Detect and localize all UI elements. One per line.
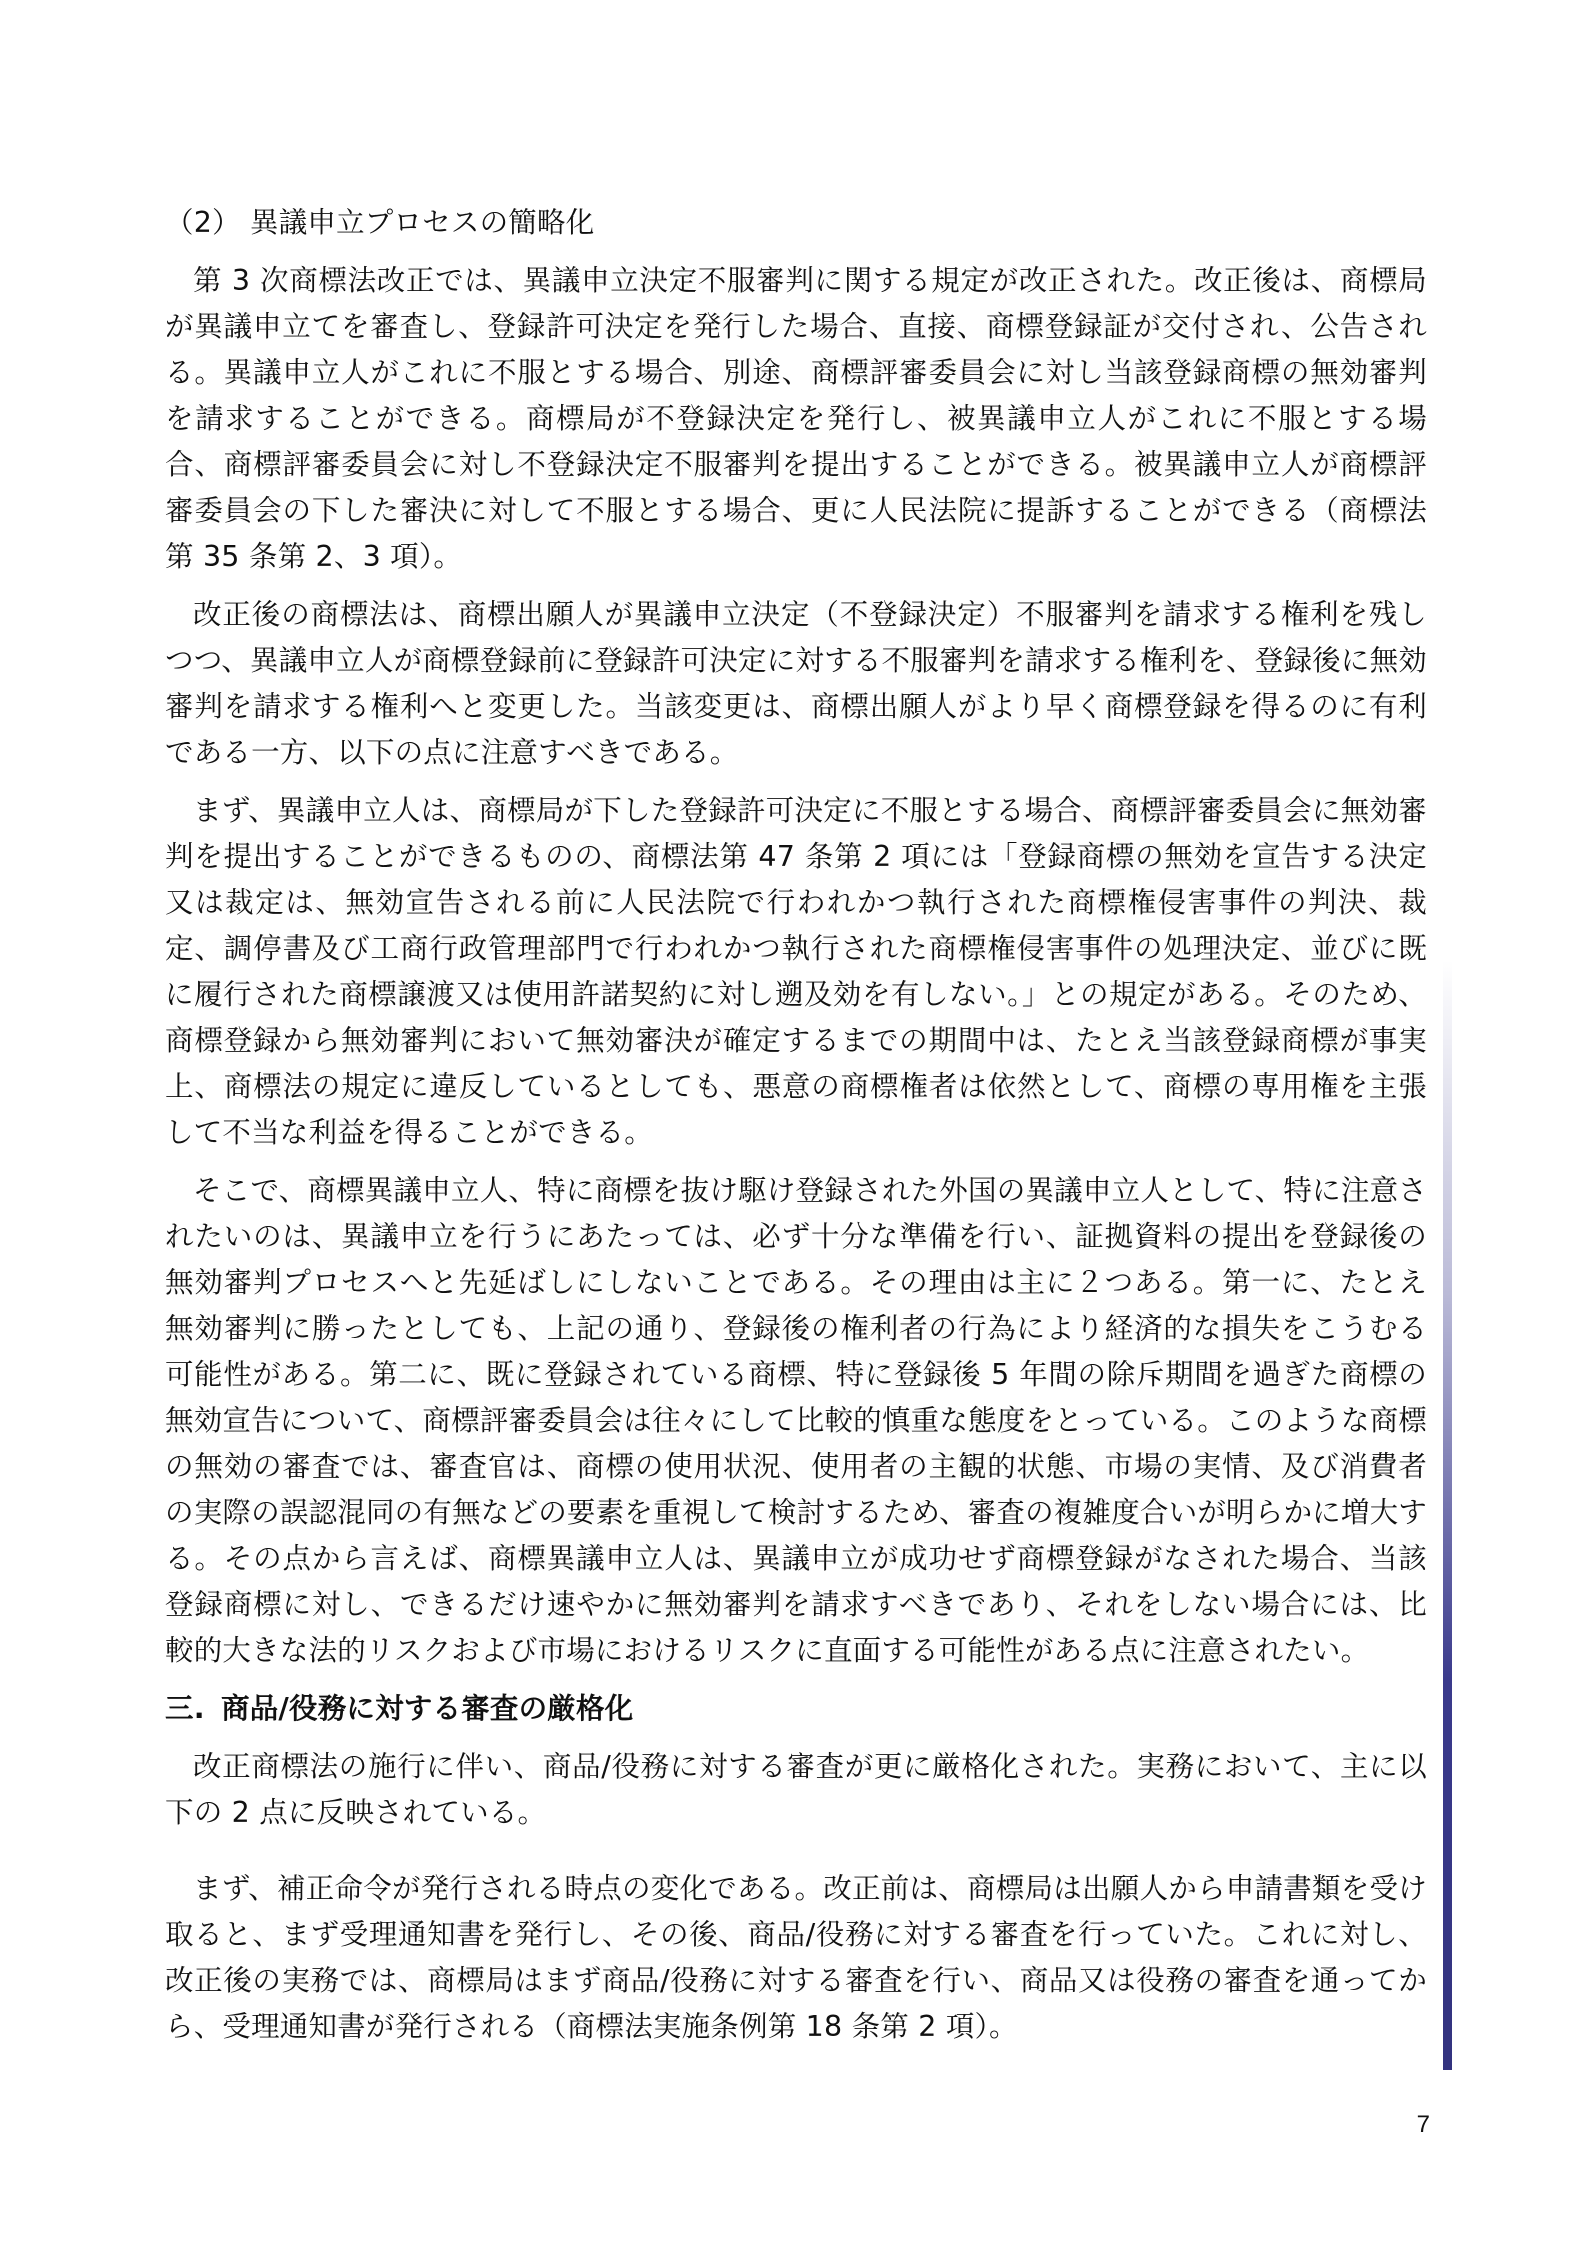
section-title: 商品/役務に対する審査の厳格化	[221, 1692, 634, 1725]
paragraph: 改正商標法の施行に伴い、商品/役務に対する審査が更に厳格化された。実務において、主に以下の 2 点に反映されている。	[165, 1750, 1427, 1829]
sub-heading: （2） 異議申立プロセスの簡略化	[165, 206, 595, 239]
paragraph: 第 3 次商標法改正では、異議申立決定不服審判に関する規定が改正された。改正後は、商標局が異議申立てを審査し、登録許可決定を発行した場合、直接、商標登録証が交付され、公告される。異議申立人がこれに不服とする場合、別途、商標評審委員会に対し当該登録商標の無効審判を請求することができる。商標局が不登録決定を発行し、被異議申立人がこれに不服とする場合、商標評審委員会に対し不登録決定不服審判を提出することができる。被異議申立人が商標評審委員会の下した審決に対して不服とする場合、更に人民法院に提訴することができる（商標法第 35 条第 2、3 項）。	[165, 264, 1427, 573]
decorative-side-bar	[1443, 960, 1452, 2070]
paragraph: まず、補正命令が発行される時点の変化である。改正前は、商標局は出願人から申請書類を受け取ると、まず受理通知書を発行し、その後、商品/役務に対する審査を行っていた。これに対し、改正後の実務では、商標局はまず商品/役務に対する審査を行い、商品又は役務の審査を通ってから、受理通知書が発行される（商標法実施条例第 18 条第 2 項）。	[165, 1872, 1427, 2043]
paragraph: 改正後の商標法は、商標出願人が異議申立決定（不登録決定）不服審判を請求する権利を残しつつ、異議申立人が商標登録前に登録許可決定に対する不服審判を請求する権利を、登録後に無効審判を請求する権利へと変更した。当該変更は、商標出願人がより早く商標登録を得るのに有利である一方、以下の点に注意すべきである。	[165, 598, 1427, 769]
section-heading	[165, 1686, 1427, 1732]
page-number: 7	[1416, 2111, 1430, 2138]
section-number: 三.	[165, 1692, 205, 1725]
paragraph: まず、異議申立人は、商標局が下した登録許可決定に不服とする場合、商標評審委員会に無効審判を提出することができるものの、商標法第 47 条第 2 項には「登録商標の無効を宣告する決定又は裁定は、無効宣告される前に人民法院で行われかつ執行された商標権侵害事件の判決、裁定、調停書及び工商行政管理部門で行われかつ執行された商標権侵害事件の処理決定、並びに既に履行された商標譲渡又は使用許諾契約に対し遡及効を有しない。」との規定がある。そのため、商標登録から無効審判において無効審決が確定するまでの期間中は、たとえ当該登録商標が事実上、商標法の規定に違反しているとしても、悪意の商標権者は依然として、商標の専用権を主張して不当な利益を得ることができる。	[165, 794, 1427, 1149]
page-content	[165, 200, 1427, 2062]
paragraph: そこで、商標異議申立人、特に商標を抜け駆け登録された外国の異議申立人として、特に注意されたいのは、異議申立を行うにあたっては、必ず十分な準備を行い、証拠資料の提出を登録後の無効審判プロセスへと先延ばしにしないことである。その理由は主に２つある。第一に、たとえ無効審判に勝ったとしても、上記の通り、登録後の権利者の行為により経済的な損失をこうむる可能性がある。第二に、既に登録されている商標、特に登録後 5 年間の除斥期間を過ぎた商標の無効宣告について、商標評審委員会は往々にして比較的慎重な態度をとっている。このような商標の無効の審査では、審査官は、商標の使用状況、使用者の主観的状態、市場の実情、及び消費者の実際の誤認混同の有無などの要素を重視して検討するため、審査の複雑度合いが明らかに増大する。その点から言えば、商標異議申立人は、異議申立が成功せず商標登録がなされた場合、当該登録商標に対し、できるだけ速やかに無効審判を請求すべきであり、それをしない場合には、比較的大きな法的リスクおよび市場におけるリスクに直面する可能性がある点に注意されたい。	[165, 1174, 1427, 1667]
